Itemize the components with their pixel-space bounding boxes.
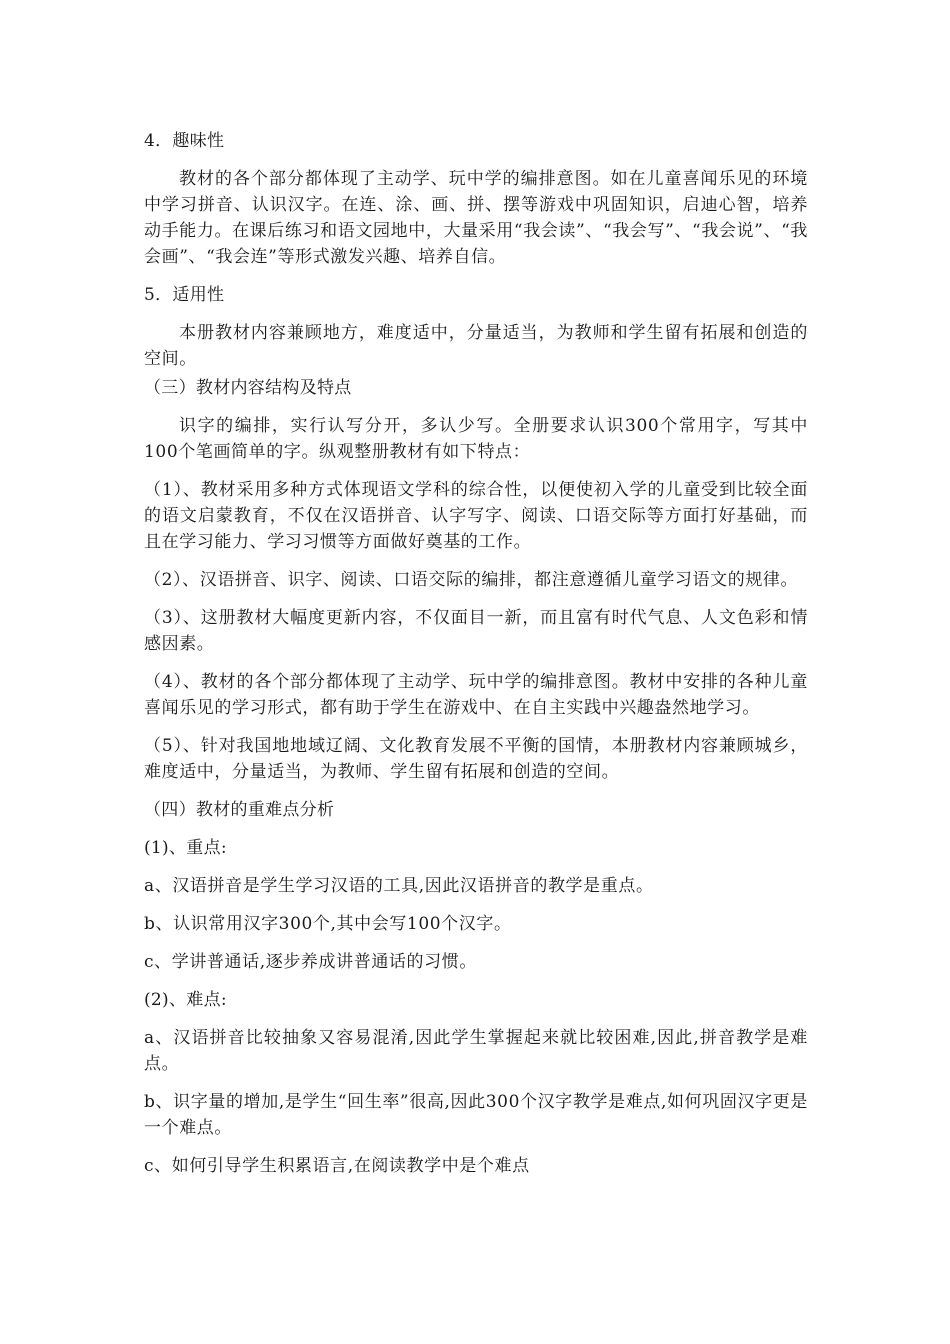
section-5-title: 5．适用性: [144, 285, 225, 305]
feature-item: （2）、汉语拼音、识字、阅读、口语交际的编排，都注意遵循儿童学习语文的规律。: [144, 570, 799, 590]
key-point-item: b、认识常用汉字300个,其中会写100个汉字。: [144, 914, 512, 934]
part-3-title: （三）教材内容结构及特点: [144, 378, 352, 398]
difficult-point-item: c、如何引导学生积累语言,在阅读教学中是个难点: [144, 1156, 530, 1176]
section-5-body: 本册教材内容兼顾地方，难度适中，分量适当，为教师和学生留有拓展和创造的空间。: [144, 323, 808, 369]
key-point-item: c、学讲普通话,逐步养成讲普通话的习惯。: [144, 952, 477, 972]
key-points-title: (1)、重点:: [144, 838, 227, 858]
difficult-point-item: b、识字量的增加,是学生“回生率”很高,因此300个汉字教学是难点,如何巩固汉字更是一个难点。: [144, 1092, 808, 1138]
part-4-title: （四）教材的重难点分析: [144, 800, 335, 820]
key-point-item: a、汉语拼音是学生学习汉语的工具,因此汉语拼音的教学是重点。: [144, 876, 654, 896]
section-4-title: 4．趣味性: [144, 131, 225, 151]
section-4-body: 教材的各个部分都体现了主动学、玩中学的编排意图。如在儿童喜闻乐见的环境中学习拼音、认识汉字。在连、涂、画、拼、摆等游戏中巩固知识，启迪心智，培养动手能力。在课后练习和语文园地中，大量采用“我会读”、“我会写”、“我会说”、“我会画”、“我会连”等形式激发兴趣、培养自信。: [144, 169, 808, 267]
feature-item: （1）、教材采用多种方式体现语文学科的综合性，以便使初入学的儿童受到比较全面的语文启蒙教育，不仅在汉语拼音、认字写字、阅读、口语交际等方面打好基础，而且在学习能力、学习习惯等方面做好奠基的工作。: [144, 480, 808, 552]
part-3-intro: 识字的编排，实行认写分开，多认少写。全册要求认识300个常用字，写其中100个笔画简单的字。纵观整册教材有如下特点：: [144, 416, 808, 462]
difficult-points-title: (2)、难点:: [144, 990, 227, 1010]
feature-item: （5）、针对我国地地域辽阔、文化教育发展不平衡的国情，本册教材内容兼顾城乡，难度适中，分量适当，为教师、学生留有拓展和创造的空间。: [144, 736, 808, 782]
feature-item: （4）、教材的各个部分都体现了主动学、玩中学的编排意图。教材中安排的各种儿童喜闻乐见的学习形式，都有助于学生在游戏中、在自主实践中兴趣盎然地学习。: [144, 672, 808, 718]
difficult-point-item: a、汉语拼音比较抽象又容易混淆,因此学生掌握起来就比较困难,因此,拼音教学是难点。: [144, 1028, 808, 1074]
feature-item: （3）、这册教材大幅度更新内容，不仅面目一新，而且富有时代气息、人文色彩和情感因素。: [144, 608, 808, 654]
document-body: [144, 128, 808, 1191]
